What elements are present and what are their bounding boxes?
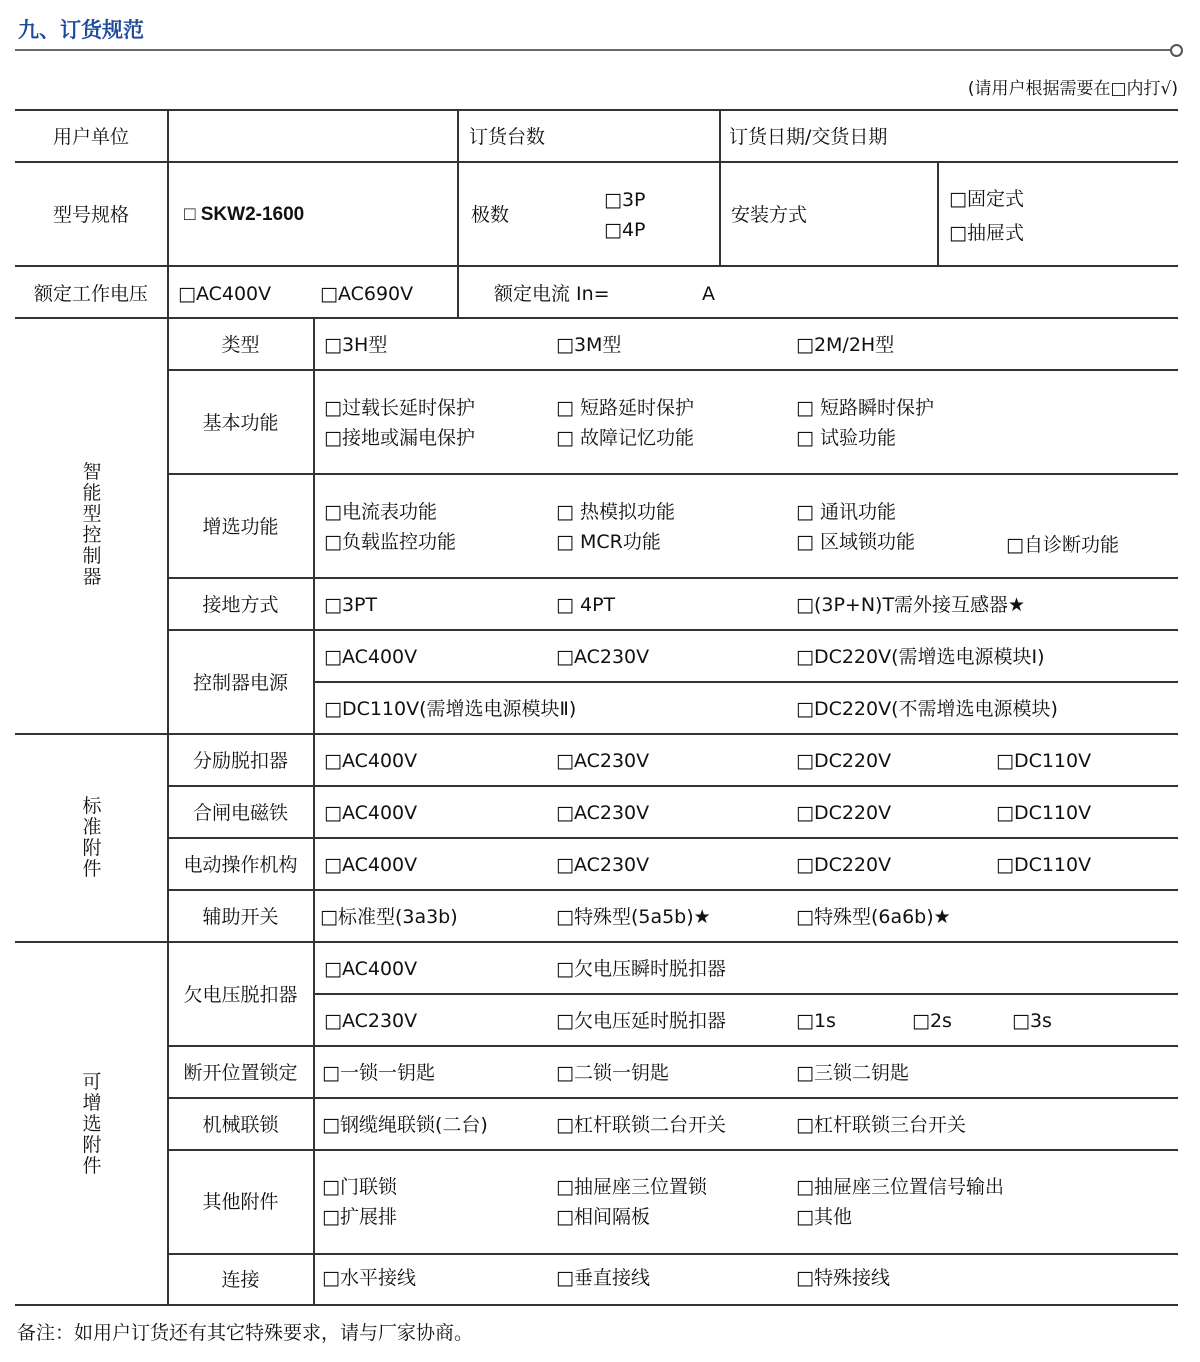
other-option[interactable]: □门联锁 bbox=[322, 1176, 397, 1198]
rated-voltage-label: 额定工作电压 bbox=[33, 283, 148, 305]
undervoltage-release-label: 欠电压脱扣器 bbox=[183, 984, 298, 1006]
quantity-label: 订货台数 bbox=[469, 126, 546, 148]
row-divider bbox=[168, 1045, 1178, 1047]
interlock-option[interactable]: □杠杆联锁三台开关 bbox=[796, 1114, 966, 1136]
row-divider bbox=[168, 369, 1178, 371]
undervoltage-option[interactable]: □AC400V bbox=[324, 958, 418, 980]
extra-function-label: 增选功能 bbox=[202, 516, 279, 538]
power-option[interactable]: □AC230V bbox=[556, 646, 650, 668]
install-option-drawout[interactable]: □抽屉式 bbox=[949, 222, 1024, 244]
grounding-label: 接地方式 bbox=[202, 594, 279, 616]
shunt-option[interactable]: □DC220V bbox=[796, 750, 892, 772]
closing-option[interactable]: □AC400V bbox=[324, 802, 418, 824]
row-divider bbox=[15, 265, 1178, 267]
row-divider bbox=[168, 1149, 1178, 1151]
controller-power-label: 控制器电源 bbox=[192, 672, 288, 694]
extra-option[interactable]: □ 通讯功能 bbox=[796, 501, 896, 523]
aux-option[interactable]: □特殊型(6a6b)★ bbox=[796, 906, 951, 928]
other-option[interactable]: □其他 bbox=[796, 1206, 852, 1228]
col-divider bbox=[719, 110, 721, 266]
aux-switch-label: 辅助开关 bbox=[202, 906, 279, 928]
basic-option[interactable]: □过载长延时保护 bbox=[324, 397, 475, 419]
undervoltage-option[interactable]: □AC230V bbox=[324, 1010, 418, 1032]
power-option[interactable]: □DC220V(需增选电源模块Ⅰ) bbox=[796, 646, 1045, 668]
mechanical-interlock-label: 机械联锁 bbox=[202, 1114, 279, 1136]
date-label: 订货日期/交货日期 bbox=[729, 126, 888, 148]
other-option[interactable]: □相间隔板 bbox=[556, 1206, 650, 1228]
voltage-option-ac690[interactable]: □AC690V bbox=[320, 283, 414, 305]
basic-option[interactable]: □接地或漏电保护 bbox=[324, 427, 475, 449]
poles-option-4p[interactable]: □4P bbox=[604, 219, 646, 241]
poles-label: 极数 bbox=[471, 204, 510, 226]
rated-current-unit: A bbox=[702, 283, 715, 305]
row-divider bbox=[168, 577, 1178, 579]
other-option[interactable]: □扩展排 bbox=[322, 1206, 397, 1228]
connection-option[interactable]: □垂直接线 bbox=[556, 1267, 650, 1289]
delay-option-2s[interactable]: □2s bbox=[912, 1010, 952, 1032]
row-divider bbox=[168, 837, 1178, 839]
interlock-option[interactable]: □杠杆联锁二台开关 bbox=[556, 1114, 726, 1136]
row-divider bbox=[168, 1253, 1178, 1255]
open-position-lock-label: 断开位置锁定 bbox=[183, 1062, 298, 1084]
voltage-option-ac400[interactable]: □AC400V bbox=[178, 283, 272, 305]
col-divider bbox=[937, 162, 939, 266]
closing-option[interactable]: □DC110V bbox=[996, 802, 1092, 824]
row-divider bbox=[168, 1097, 1178, 1099]
connection-option[interactable]: □特殊接线 bbox=[796, 1267, 890, 1289]
group-label-controller: 智能型控制器 bbox=[82, 461, 102, 588]
basic-option[interactable]: □ 故障记忆功能 bbox=[556, 427, 694, 449]
col-divider bbox=[313, 318, 315, 1305]
shunt-release-label: 分励脱扣器 bbox=[192, 750, 288, 772]
lock-option[interactable]: □二锁一钥匙 bbox=[556, 1062, 669, 1084]
basic-option[interactable]: □ 短路延时保护 bbox=[556, 397, 694, 419]
extra-option[interactable]: □电流表功能 bbox=[324, 501, 437, 523]
type-label: 类型 bbox=[221, 334, 260, 356]
section-title: 九、订货规范 bbox=[18, 18, 144, 42]
model-option-checkbox[interactable]: □ SKW2-1600 bbox=[184, 204, 305, 225]
interlock-option[interactable]: □钢缆绳联锁(二台) bbox=[322, 1114, 488, 1136]
model-label: 型号规格 bbox=[52, 204, 129, 226]
group-label-standard: 标准附件 bbox=[82, 795, 102, 880]
type-option-3h[interactable]: □3H型 bbox=[324, 334, 388, 356]
closing-option[interactable]: □DC220V bbox=[796, 802, 892, 824]
user-unit-field[interactable] bbox=[180, 126, 450, 148]
motor-option[interactable]: □DC220V bbox=[796, 854, 892, 876]
extra-option[interactable]: □ MCR功能 bbox=[556, 531, 661, 553]
delay-option-3s[interactable]: □3s bbox=[1012, 1010, 1052, 1032]
row-divider bbox=[15, 941, 1178, 943]
power-option[interactable]: □DC220V(不需增选电源模块) bbox=[796, 698, 1058, 720]
other-option[interactable]: □抽屉座三位置信号输出 bbox=[796, 1176, 1004, 1198]
aux-option[interactable]: □标准型(3a3b) bbox=[320, 906, 458, 928]
other-option[interactable]: □抽屉座三位置锁 bbox=[556, 1176, 707, 1198]
grounding-option[interactable]: □(3P+N)T需外接互感器★ bbox=[796, 594, 1026, 616]
install-label: 安装方式 bbox=[731, 204, 808, 226]
other-accessories-label: 其他附件 bbox=[202, 1191, 279, 1213]
power-option[interactable]: □DC110V(需增选电源模块Ⅱ) bbox=[324, 698, 577, 720]
grounding-option[interactable]: □ 4PT bbox=[556, 594, 616, 616]
power-option[interactable]: □AC400V bbox=[324, 646, 418, 668]
poles-option-3p[interactable]: □3P bbox=[604, 189, 646, 211]
basic-option[interactable]: □ 试验功能 bbox=[796, 427, 896, 449]
basic-function-label: 基本功能 bbox=[202, 412, 279, 434]
shunt-option[interactable]: □DC110V bbox=[996, 750, 1092, 772]
title-divider bbox=[15, 49, 1171, 51]
group-label-optional: 可增选附件 bbox=[82, 1071, 102, 1177]
motor-operator-label: 电动操作机构 bbox=[183, 854, 298, 876]
row-divider bbox=[15, 733, 1178, 735]
basic-option[interactable]: □ 短路瞬时保护 bbox=[796, 397, 934, 419]
row-divider bbox=[168, 473, 1178, 475]
connection-option[interactable]: □水平接线 bbox=[322, 1267, 416, 1289]
type-option-2m2h[interactable]: □2M/2H型 bbox=[796, 334, 895, 356]
row-divider bbox=[168, 629, 1178, 631]
col-divider bbox=[457, 110, 459, 318]
shunt-option[interactable]: □AC400V bbox=[324, 750, 418, 772]
closing-magnet-label: 合闸电磁铁 bbox=[192, 802, 288, 824]
row-divider bbox=[168, 889, 1178, 891]
motor-option[interactable]: □DC110V bbox=[996, 854, 1092, 876]
connection-label: 连接 bbox=[221, 1269, 260, 1291]
shunt-option[interactable]: □AC230V bbox=[556, 750, 650, 772]
row-divider bbox=[314, 993, 1178, 995]
extra-option[interactable]: □ 热模拟功能 bbox=[556, 501, 675, 523]
lock-option[interactable]: □一锁一钥匙 bbox=[322, 1062, 435, 1084]
lock-option[interactable]: □三锁二钥匙 bbox=[796, 1062, 909, 1084]
row-divider bbox=[15, 161, 1178, 163]
install-option-fixed[interactable]: □固定式 bbox=[949, 188, 1024, 210]
type-option-3m[interactable]: □3M型 bbox=[556, 334, 622, 356]
footer-note: 备注：如用户订货还有其它特殊要求，请与厂家协商。 bbox=[17, 1322, 474, 1344]
motor-option[interactable]: □AC230V bbox=[556, 854, 650, 876]
undervoltage-option[interactable]: □欠电压瞬时脱扣器 bbox=[556, 958, 726, 980]
extra-option[interactable]: □ 区域锁功能 bbox=[796, 531, 915, 553]
instruction-hint: (请用户根据需要在□内打√) bbox=[967, 79, 1178, 99]
extra-option[interactable]: □负载监控功能 bbox=[324, 531, 456, 553]
row-divider bbox=[314, 681, 1178, 683]
row-divider bbox=[15, 109, 1178, 111]
row-divider bbox=[15, 317, 1178, 319]
delay-option-1s[interactable]: □1s bbox=[796, 1010, 836, 1032]
row-divider bbox=[168, 785, 1178, 787]
grounding-option[interactable]: □3PT bbox=[324, 594, 378, 616]
extra-option[interactable]: □自诊断功能 bbox=[1006, 534, 1119, 556]
aux-option[interactable]: □特殊型(5a5b)★ bbox=[556, 906, 711, 928]
divider-end-circle-icon bbox=[1170, 44, 1183, 57]
rated-current-label: 额定电流 In= bbox=[494, 283, 610, 305]
undervoltage-option[interactable]: □欠电压延时脱扣器 bbox=[556, 1010, 726, 1032]
user-unit-label: 用户单位 bbox=[52, 126, 129, 148]
closing-option[interactable]: □AC230V bbox=[556, 802, 650, 824]
row-divider bbox=[15, 1304, 1178, 1306]
motor-option[interactable]: □AC400V bbox=[324, 854, 418, 876]
